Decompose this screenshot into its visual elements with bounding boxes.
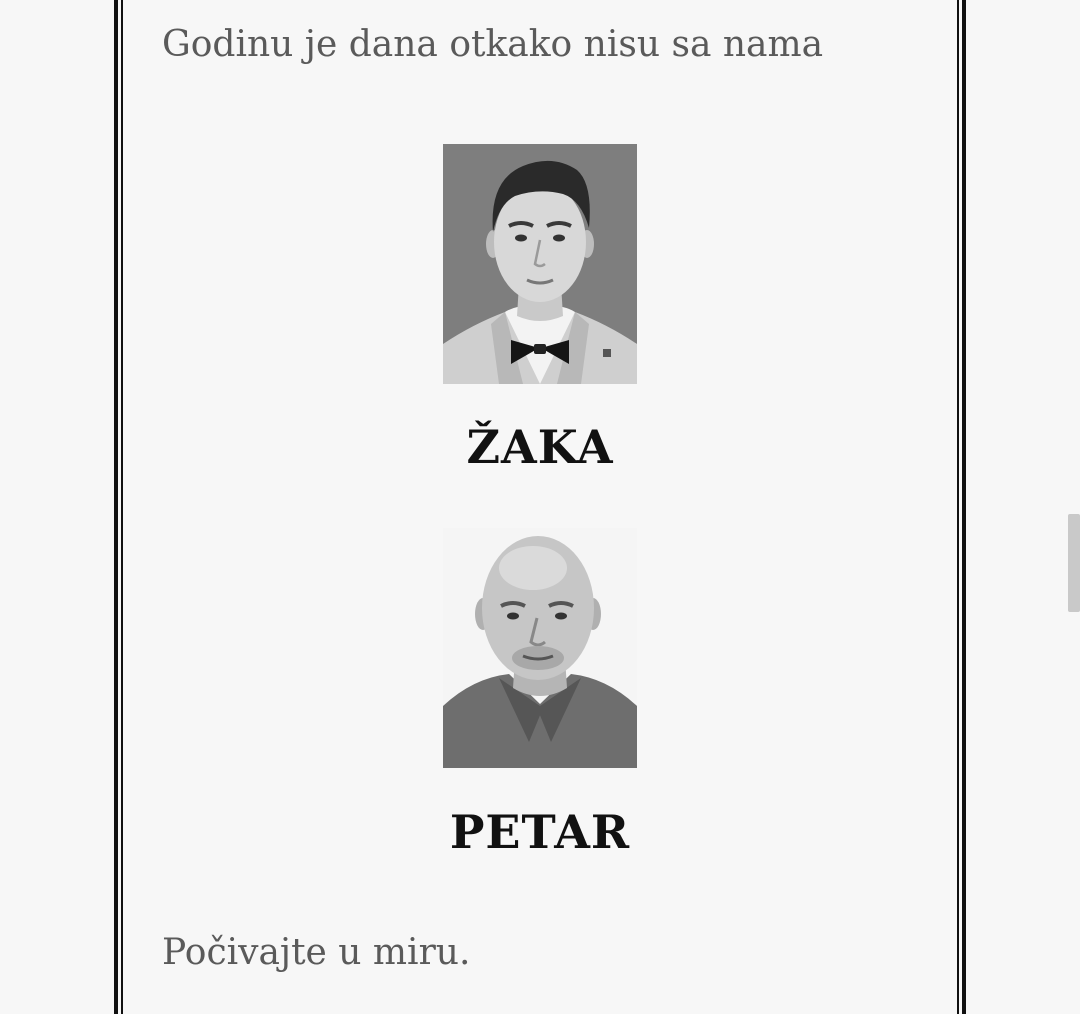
person-name-2: PETAR [449,805,631,859]
right-border-inner [957,0,959,1014]
left-border-outer [114,0,118,1014]
right-border-outer [962,0,966,1014]
left-border-inner [121,0,123,1014]
intro-text: Godinu je dana otkako nisu sa nama [162,24,824,65]
young-man-portrait-image [443,144,637,384]
person-name-1: ŽAKA [466,420,614,474]
portrait-photo-2 [443,528,637,768]
bald-man-portrait-image [443,528,637,768]
scrollbar-thumb[interactable] [1068,514,1080,612]
portrait-photo-1 [443,144,637,384]
closing-text: Počivajte u miru. [162,932,471,973]
